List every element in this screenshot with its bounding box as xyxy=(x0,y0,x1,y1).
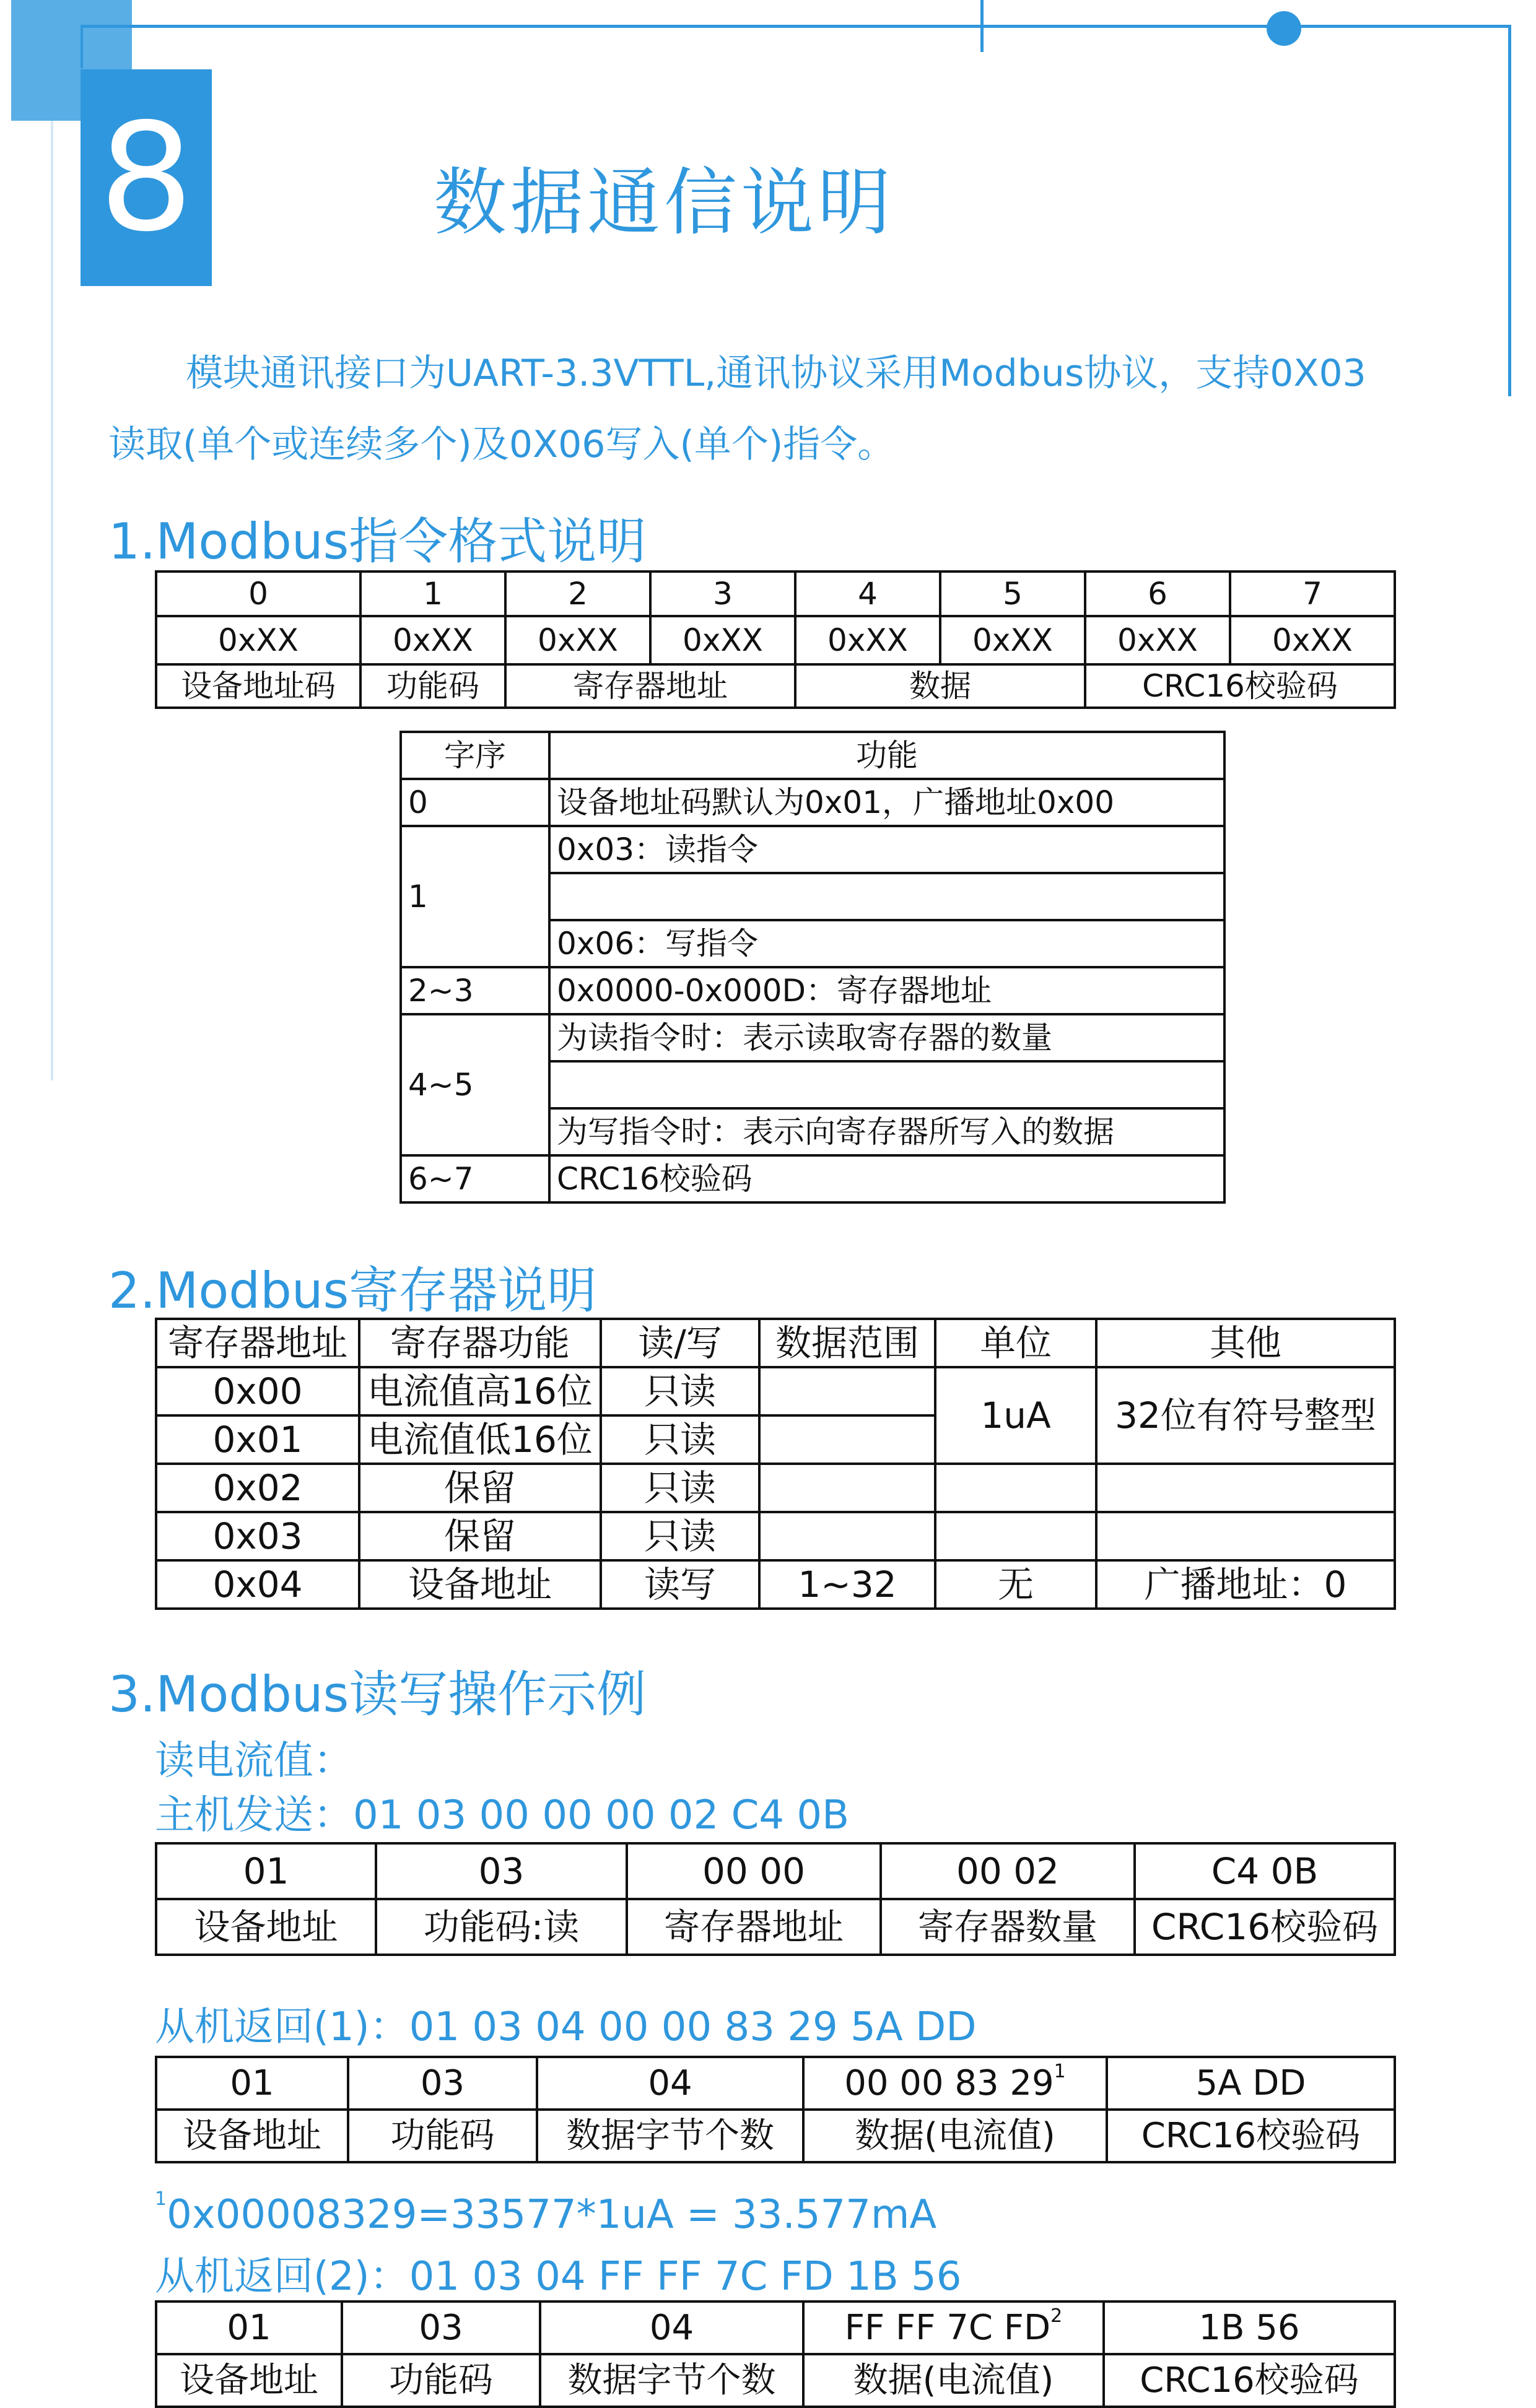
footnote-mark: 1 xyxy=(155,2188,167,2210)
register-range: 1~32 xyxy=(759,1560,935,1609)
register-table xyxy=(155,1318,1396,1610)
frame-label: 数据字节个数 xyxy=(540,2354,803,2407)
frame-byte: 00 02 xyxy=(881,1843,1135,1899)
section-number: 8 xyxy=(81,69,212,286)
field-label: CRC16校验码 xyxy=(1085,664,1395,708)
register-other: 广播地址：0 xyxy=(1096,1560,1395,1609)
footnote-ref: 1 xyxy=(1054,2060,1066,2082)
frame-byte: 01 xyxy=(156,2302,342,2354)
frame-label: CRC16校验码 xyxy=(1104,2354,1395,2407)
register-address: 0x04 xyxy=(156,1560,359,1609)
byte-index: 3 xyxy=(650,572,795,616)
byte-order-table xyxy=(399,731,1226,1204)
byte-value: 0xXX xyxy=(650,616,795,664)
frame-label: 数据(电流值) xyxy=(803,2354,1104,2407)
byte-index: 7 xyxy=(1230,572,1395,616)
byte-desc: 为读指令时：表示读取寄存器的数量 xyxy=(549,1014,1224,1061)
byte-seq: 1 xyxy=(401,826,549,967)
register-range xyxy=(759,1415,935,1464)
byte-index: 5 xyxy=(940,572,1085,616)
footnote xyxy=(155,2188,937,2238)
register-rw: 读写 xyxy=(601,1560,759,1609)
footnote-ref: 2 xyxy=(1050,2305,1063,2327)
byte-desc: 为写指令时：表示向寄存器所写入的数据 xyxy=(549,1108,1224,1155)
byte-desc-empty xyxy=(549,1061,1224,1108)
register-function: 电流值高16位 xyxy=(359,1367,601,1415)
register-address: 0x00 xyxy=(156,1367,359,1415)
frame-byte: 04 xyxy=(540,2302,803,2354)
section1-heading: 1.Modbus指令格式说明 xyxy=(108,513,647,570)
table-header: 读/写 xyxy=(601,1319,759,1367)
frame-label: 数据(电流值) xyxy=(803,2110,1107,2162)
table-header: 数据范围 xyxy=(759,1319,935,1367)
register-unit xyxy=(935,1464,1096,1512)
register-other: 32位有符号整型 xyxy=(1096,1367,1395,1464)
register-address: 0x01 xyxy=(156,1415,359,1464)
field-label: 数据 xyxy=(795,664,1085,708)
slave-return-1-table xyxy=(155,2056,1396,2163)
register-address: 0x02 xyxy=(156,1464,359,1512)
slave-return-2-table xyxy=(155,2300,1396,2408)
register-other xyxy=(1096,1464,1395,1512)
register-function: 电流值低16位 xyxy=(359,1415,601,1464)
register-other xyxy=(1096,1512,1395,1560)
frame-line-right xyxy=(1508,25,1511,396)
byte-seq: 4~5 xyxy=(401,1014,549,1155)
table-header: 功能 xyxy=(549,732,1224,779)
page-title: 数据通信说明 xyxy=(434,160,895,245)
byte-value: 0xXX xyxy=(1085,616,1230,664)
byte-seq: 2~3 xyxy=(401,967,549,1014)
frame-label: 功能码 xyxy=(342,2354,540,2407)
frame-line-left-faint xyxy=(51,121,53,1080)
field-label: 功能码 xyxy=(360,664,505,708)
intro-line-2: 读取(单个或连续多个)及0X06写入(单个)指令。 xyxy=(108,423,895,466)
byte-desc: 0x03：读指令 xyxy=(549,826,1224,873)
byte-desc: 0x0000-0x000D：寄存器地址 xyxy=(549,967,1224,1014)
frame-byte: C4 0B xyxy=(1135,1843,1395,1899)
field-label: 寄存器地址 xyxy=(505,664,795,708)
section2-heading: 2.Modbus寄存器说明 xyxy=(108,1262,597,1319)
master-send-table xyxy=(155,1842,1396,1956)
register-rw: 只读 xyxy=(601,1464,759,1512)
frame-byte: 03 xyxy=(342,2302,540,2354)
footnote-text: 0x00008329=33577*1uA = 33.577mA xyxy=(167,2192,937,2238)
field-label: 设备地址码 xyxy=(156,664,360,708)
register-unit: 1uA xyxy=(935,1367,1096,1464)
byte-index: 6 xyxy=(1085,572,1230,616)
frame-format-table xyxy=(155,570,1396,709)
register-rw: 只读 xyxy=(601,1512,759,1560)
register-function: 保留 xyxy=(359,1464,601,1512)
byte-value: 0xXX xyxy=(940,616,1085,664)
frame-label: 设备地址 xyxy=(156,2354,342,2407)
register-range xyxy=(759,1512,935,1560)
byte-value: 0xXX xyxy=(156,616,360,664)
data-value: 00 00 83 29 xyxy=(844,2062,1054,2103)
frame-label: 功能码:读 xyxy=(376,1899,627,1955)
byte-desc: 设备地址码默认为0x01，广播地址0x00 xyxy=(549,779,1224,826)
byte-value: 0xXX xyxy=(360,616,505,664)
frame-label: 数据字节个数 xyxy=(537,2110,803,2162)
register-range xyxy=(759,1464,935,1512)
frame-byte: 03 xyxy=(348,2057,537,2110)
frame-label: CRC16校验码 xyxy=(1135,1899,1395,1955)
frame-label: 寄存器数量 xyxy=(881,1899,1135,1955)
frame-line-left xyxy=(81,25,83,68)
section3-heading: 3.Modbus读写操作示例 xyxy=(108,1666,647,1723)
register-function: 保留 xyxy=(359,1512,601,1560)
frame-byte-data xyxy=(803,2302,1104,2354)
table-header: 字序 xyxy=(401,732,549,779)
register-rw: 只读 xyxy=(601,1415,759,1464)
byte-desc: 0x06：写指令 xyxy=(549,920,1224,967)
frame-byte: 04 xyxy=(537,2057,803,2110)
register-unit xyxy=(935,1512,1096,1560)
register-unit: 无 xyxy=(935,1560,1096,1609)
register-address: 0x03 xyxy=(156,1512,359,1560)
byte-desc-empty xyxy=(549,873,1224,920)
table-header: 单位 xyxy=(935,1319,1096,1367)
byte-index: 1 xyxy=(360,572,505,616)
frame-label: CRC16校验码 xyxy=(1107,2110,1395,2162)
byte-value: 0xXX xyxy=(505,616,650,664)
frame-byte: 00 00 xyxy=(627,1843,881,1899)
frame-label: 设备地址 xyxy=(156,1899,376,1955)
register-rw: 只读 xyxy=(601,1367,759,1415)
byte-value: 0xXX xyxy=(1230,616,1395,664)
table-header: 寄存器功能 xyxy=(359,1319,601,1367)
frame-byte: 03 xyxy=(376,1843,627,1899)
byte-index: 0 xyxy=(156,572,360,616)
master-send-line: 主机发送：01 03 00 00 00 02 C4 0B xyxy=(155,1793,850,1838)
frame-byte: 01 xyxy=(156,2057,348,2110)
byte-index: 2 xyxy=(505,572,650,616)
slave-return-1-line: 从机返回(1)：01 03 04 00 00 83 29 5A DD xyxy=(155,2004,977,2050)
frame-label: 功能码 xyxy=(348,2110,537,2162)
frame-byte: 5A DD xyxy=(1107,2057,1395,2110)
table-header: 寄存器地址 xyxy=(156,1319,359,1367)
intro-line-1: 模块通讯接口为UART-3.3VTTL,通讯协议采用Modbus协议，支持0X03 xyxy=(186,352,1366,395)
byte-value: 0xXX xyxy=(795,616,940,664)
byte-seq: 6~7 xyxy=(401,1155,549,1202)
byte-seq: 0 xyxy=(401,779,549,826)
frame-byte: 01 xyxy=(156,1843,376,1899)
register-function: 设备地址 xyxy=(359,1560,601,1609)
frame-tick xyxy=(980,0,984,52)
read-current-label: 读电流值： xyxy=(155,1738,353,1784)
byte-index: 4 xyxy=(795,572,940,616)
frame-byte: 1B 56 xyxy=(1104,2302,1395,2354)
frame-label: 设备地址 xyxy=(156,2110,348,2162)
table-header: 其他 xyxy=(1096,1319,1395,1367)
slave-return-2-line: 从机返回(2)：01 03 04 FF FF 7C FD 1B 56 xyxy=(155,2254,962,2300)
frame-label: 寄存器地址 xyxy=(627,1899,881,1955)
frame-dot xyxy=(1267,11,1301,46)
data-value: FF FF 7C FD xyxy=(844,2307,1051,2348)
register-range xyxy=(759,1367,935,1415)
byte-desc: CRC16校验码 xyxy=(549,1155,1224,1202)
frame-byte-data xyxy=(803,2057,1107,2110)
